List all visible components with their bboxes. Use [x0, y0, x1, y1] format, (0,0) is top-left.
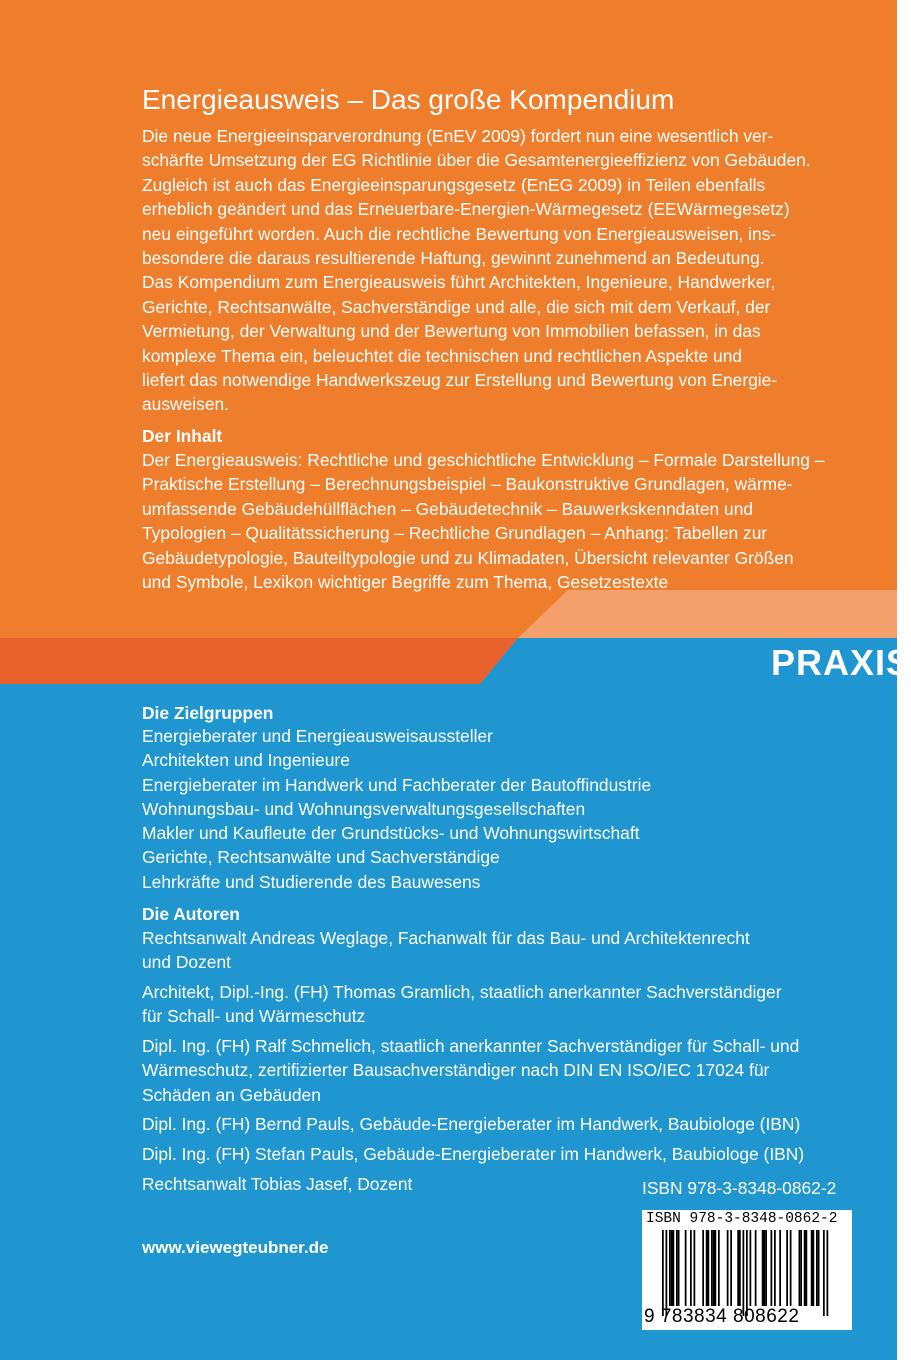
inhalt-paragraph	[142, 448, 852, 594]
barcode-bar	[813, 1230, 815, 1306]
author-line: Wärmeschutz, zertifizierter Bausachverständiger nach DIN EN ISO/IEC 17024 für	[142, 1060, 770, 1081]
barcode-bar	[739, 1230, 741, 1306]
author-line: Rechtsanwalt Tobias Jasef, Dozent	[142, 1174, 413, 1194]
barcode-bar	[708, 1230, 710, 1306]
barcode-bar	[811, 1230, 813, 1306]
barcode-bar	[816, 1230, 818, 1306]
barcode-bar	[755, 1230, 757, 1306]
author-line: Architekt, Dipl.-Ing. (FH) Thomas Gramlich, staatlich anerkannter Sachverständiger	[142, 982, 782, 1002]
intro-line: ausweisen.	[142, 394, 230, 415]
inhalt-heading: Der Inhalt	[142, 426, 223, 446]
inhalt-line: Der Energieausweis: Rechtliche und geschichtliche Entwicklung – Formale Darstellung –	[142, 450, 825, 470]
barcode-bar	[727, 1230, 729, 1306]
author-line: Dipl. Ing. (FH) Ralf Schmelich, staatlich anerkannter Sachverständiger für Schall- und	[142, 1036, 800, 1056]
intro-line: erheblich geändert und das Erneuerbare-Energien-Wärmegesetz (EEWärmegesetz)	[142, 199, 790, 220]
website-link[interactable]: www.viewegteubner.de	[142, 1238, 329, 1257]
intro-line: Zugleich ist auch das Energieeinsparungsgesetz (EnEG 2009) in Teilen ebenfalls	[142, 174, 766, 195]
author-entry	[142, 980, 842, 1029]
barcode-digits: 9 783834 808622	[644, 1306, 800, 1327]
author-line: für Schall- und Wärmeschutz	[142, 1006, 366, 1027]
barcode-bar	[666, 1230, 668, 1316]
inhalt-line: Typologien – Qualitätssicherung – Rechtliche Grundlagen – Anhang: Tabellen zur	[142, 523, 768, 544]
barcode-bar	[790, 1230, 792, 1306]
author-line: Schäden an Gebäuden	[142, 1084, 321, 1105]
barcode-bar	[743, 1230, 745, 1316]
barcode-bar	[762, 1230, 764, 1306]
author-entry	[142, 926, 842, 975]
inhalt-line: umfassende Gebäudehüllflächen – Gebäudetechnik – Bauwerkskenndaten und	[142, 498, 754, 519]
barcode-bar	[800, 1230, 802, 1306]
barcode-top-text: ISBN 978-3-8348-0862-2	[646, 1211, 838, 1227]
barcode-bar	[694, 1230, 696, 1306]
series-band	[0, 590, 911, 684]
barcode-bar	[827, 1230, 829, 1316]
intro-line: besondere die daraus resultierende Haftung, gewinnt zunehmend an Bedeutung.	[142, 248, 765, 269]
barcode-bar	[702, 1230, 704, 1306]
intro-line: liefert das notwendige Handwerkszeug zur Erstellung und Bewertung von Energie-	[142, 370, 778, 391]
barcode-bar	[765, 1230, 767, 1306]
barcode-bar	[685, 1230, 687, 1306]
barcode-bar	[676, 1230, 678, 1306]
list-item: Energieberater im Handwerk und Fachberater der Bautoffindustrie	[142, 774, 652, 795]
barcode-bar	[818, 1230, 820, 1306]
barcode-bar	[669, 1230, 671, 1306]
author-line: Rechtsanwalt Andreas Weglage, Fachanwalt für das Bau- und Architektenrecht	[142, 928, 750, 948]
zielgruppen-heading: Die Zielgruppen	[142, 703, 274, 723]
barcode-bar	[711, 1230, 713, 1306]
author-entry	[142, 1112, 842, 1136]
barcode-bar	[715, 1230, 717, 1306]
barcode-bar	[786, 1230, 788, 1306]
author-line: Dipl. Ing. (FH) Bernd Pauls, Gebäude-Energieberater im Handwerk, Baubiologe (IBN)	[142, 1114, 801, 1134]
barcode-bar	[690, 1230, 692, 1306]
list-item: Architekten und Ingenieure	[142, 750, 350, 771]
intro-line: schärfte Umsetzung der EG Richtlinie über die Gesamtenergieeffizienz von Gebäuden.	[142, 150, 811, 171]
barcode	[642, 1210, 852, 1330]
zielgruppen-list	[142, 724, 651, 894]
barcode-bar	[737, 1230, 739, 1306]
barcode-bar	[706, 1230, 708, 1306]
intro-paragraph	[142, 124, 852, 417]
intro-line: Gerichte, Rechtsanwälte, Sachverständige und alle, die sich mit dem Verkauf, der	[142, 296, 771, 317]
autoren-heading: Die Autoren	[142, 904, 240, 924]
intro-line: Das Kompendium zum Energieausweis führt Architekten, Ingenieure, Handwerker,	[142, 272, 776, 293]
intro-line: komplexe Thema ein, beleuchtet die technischen und rechtlichen Aspekte und	[142, 345, 743, 366]
list-item: Energieberater und Energieausweisaussteller	[142, 726, 493, 746]
inhalt-line: und Symbole, Lexikon wichtiger Begriffe zum Thema, Gesetzestexte	[142, 572, 669, 593]
barcode-bar	[671, 1230, 673, 1306]
barcode-bar	[662, 1230, 664, 1316]
list-item: Makler und Kaufleute der Grundstücks- und Wohnungswirtschaft	[142, 823, 640, 844]
barcode-bar	[718, 1230, 720, 1306]
book-title: Energieausweis – Das große Kompendium	[142, 84, 675, 115]
barcode-bar	[713, 1230, 715, 1306]
barcode-bar	[750, 1230, 752, 1306]
inhalt-line: Gebäudetypologie, Bauteiltypologie und zu Klimadaten, Übersicht relevanter Größen	[142, 547, 794, 568]
barcode-bar	[730, 1230, 732, 1306]
list-item: Gerichte, Rechtsanwälte und Sachverständige	[142, 847, 500, 868]
intro-line: Vermietung, der Verwaltung und der Bewertung von Immobilien befassen, in das	[142, 321, 761, 342]
intro-line: Die neue Energieeinsparverordnung (EnEV 2009) fordert nun eine wesentlich ver-	[142, 126, 774, 146]
barcode-bar	[779, 1230, 781, 1306]
author-entry	[142, 1142, 842, 1166]
barcode-bar	[746, 1230, 748, 1316]
author-entry	[142, 1034, 842, 1107]
barcode-bar	[673, 1230, 675, 1306]
author-line: und Dozent	[142, 952, 231, 973]
barcode-bar	[806, 1230, 808, 1306]
series-label: PRAXIS	[771, 642, 911, 683]
barcode-bar	[804, 1230, 806, 1306]
intro-line: neu eingeführt worden. Auch die rechtliche Bewertung von Energieausweisen, ins-	[142, 223, 777, 244]
barcode-bar	[771, 1230, 773, 1306]
barcode-bar	[799, 1230, 801, 1306]
list-item: Lehrkräfte und Studierende des Bauwesens	[142, 871, 481, 892]
inhalt-line: Praktische Erstellung – Berechnungsbeispiel – Baukonstruktive Grundlagen, wärme-	[142, 474, 793, 495]
list-item: Wohnungsbau- und Wohnungsverwaltungsgesellschaften	[142, 798, 586, 819]
author-line: Dipl. Ing. (FH) Stefan Pauls, Gebäude-Energieberater im Handwerk, Baubiologe (IBN)	[142, 1144, 805, 1164]
barcode-bar	[678, 1230, 680, 1306]
barcode-bar	[774, 1230, 776, 1306]
barcode-bar	[764, 1230, 766, 1306]
isbn-label: ISBN 978-3-8348-0862-2	[642, 1178, 837, 1198]
barcode-bar	[823, 1230, 825, 1316]
